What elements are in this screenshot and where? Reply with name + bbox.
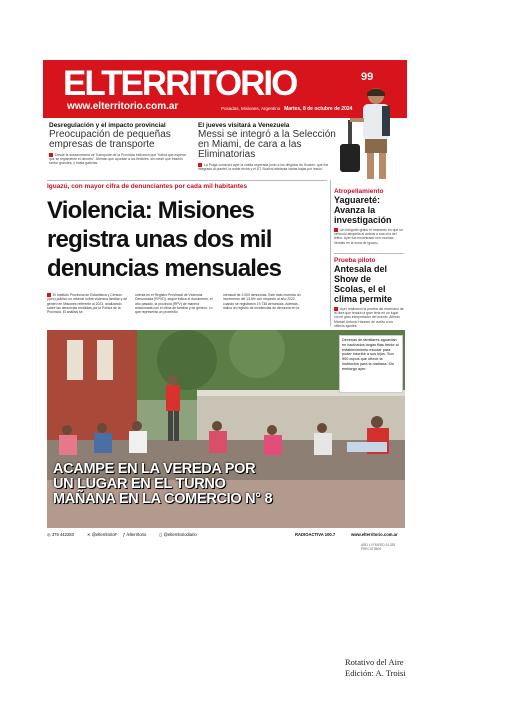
date: Martes, 8 de octubre de 2024 [284,106,353,112]
price-badge: 99 [361,71,374,83]
facebook-link[interactable]: ƒ /elterritorio [123,532,147,537]
sidebar-text: Un fotógrafo grabó el momento en que un vehículo atropella al animal a una cría del felino. Ayer fue encontrado con muchas heridas en la zona de Iguazú. [334,228,403,245]
teaser-transport[interactable] [49,122,189,166]
whatsapp-link[interactable]: ◎ 376 442283 [47,532,74,537]
facebook-icon: ƒ [123,532,126,537]
footer-site-url[interactable]: www.elterritorio.com.ar [351,532,398,537]
divider [47,180,327,181]
newspaper-cover [43,60,407,556]
main-kicker: Iguazú, con mayor cifra de denunciantes por cada mil habitantes [47,183,248,190]
dateline [221,106,352,112]
radio-link[interactable]: RADIOACTIVA 100.7 [295,532,336,537]
logo[interactable]: ELTERRITORIO [63,64,297,103]
twitter-link[interactable]: ✕ @elterritorioF [87,532,118,537]
sidebar-item-yaguarete[interactable] [334,188,404,245]
photo-caption-box [339,335,403,393]
teaser-kicker: El jueves visitará a Venezuela [198,122,290,129]
sidebar-kicker: Atropellamiento [334,188,384,195]
sidebar-divider [330,180,331,326]
main-body-col-3: mensual de 2.000 denuncias. Este dato muestra un incremento del 13,6% con respecto al año 2022, cuando se registraron 19.736 denuncias. Además, indica un registro de incidencias de denuncia en la [223,293,301,310]
footer-bar [43,530,407,542]
sidebar-text: Ayer realizaron la prueba del escenario de la obra que tendrá la gran feria en un lugar con el gran interpretador del evento. Alfredo Manuel Antonio Hanneri de vuelta a los últimos ajustes. [334,307,404,328]
main-body-col-1: El Instituto Provincial de Estadística y Censos (Ipec) publicó un informe sobre violencia familiar y de género en Misiones referente al 2023, analizando sobre las denuncias recibidas por la Policía de la Provincia. El análisis se [47,293,128,315]
site-url[interactable]: www.elterritorio.com.ar [67,101,179,112]
instagram-icon: ◻ [159,532,163,537]
credits-line-2: Edición: A. Troisi [345,668,406,678]
credits [345,657,406,679]
sidebar-kicker: Prueba piloto [334,257,376,264]
instagram-link[interactable]: ◻ @elterritoriodiario [159,532,197,537]
edition-info: AÑO L N°MERO 24.339 PRECIO $600 [361,543,396,551]
sidebar-title: Antesala del Show de Scolas, el el clima permite [334,264,393,304]
divider [334,253,404,254]
sidebar-item-show[interactable] [334,257,404,328]
whatsapp-icon: ◎ [47,532,51,537]
credits-line-1: Rotativo del Aire [345,657,404,667]
main-headline[interactable]: Violencia: Misiones registra unas dos mil denuncias mensuales [47,197,282,282]
photo-headline[interactable]: ACAMPE EN LA VEREDA POR UN LUGAR EN EL TURNO MAÑANA EN LA COMERCIO N° 8 [53,461,273,507]
main-body-col-2: orienta en el Registro Provincial de Violencia Denunciada (RPVD), según indica el documento, el año pasado, la provincia (RPV) de manera relacionada con el clima de familiar y de género. Lo que representa un promedio [135,293,213,315]
person-with-suitcase-photo [336,84,404,184]
teaser-messi[interactable] [198,122,338,171]
teaser-subhead: Preocupación de pequeñas empresas de transporte [49,129,171,150]
teaser-kicker: Desregulación y el impacto provincial [49,122,166,129]
teaser-subhead: Messi se integró a la Selección en Miami, de cara a las Eliminatorias [198,129,336,160]
twitter-icon: ✕ [87,532,91,537]
teaser-text: La Pulga comenzó ayer la vuelta esperada junto a los dirigidos de Scaloni, que fue integrado al plantel, la doble fecha y el DT Scaloni adelanta varias bajas por lesión. [198,163,329,172]
teaser-text: Desde la subsecretaría de Transporte de la Provincia indicaron que “habrá que esperar que se reglamente el decreto”. Afirman que apuntan a los flexibles, sin medir que fraseño sector grandes, y hasta galerías. [49,153,186,166]
sidebar-title: Yaguareté: Avanza la investigación [334,195,392,225]
photo-caption: Decenas de familiares aguardan en hacinados largas filas frente al establecimiento escolar para poder inscribir a sus hijos. Son 900 cupos que ofrece la institución para la mañana. Sin embargo ayer. [342,338,399,371]
location: Posadas, Misiones, Argentina [221,106,281,111]
